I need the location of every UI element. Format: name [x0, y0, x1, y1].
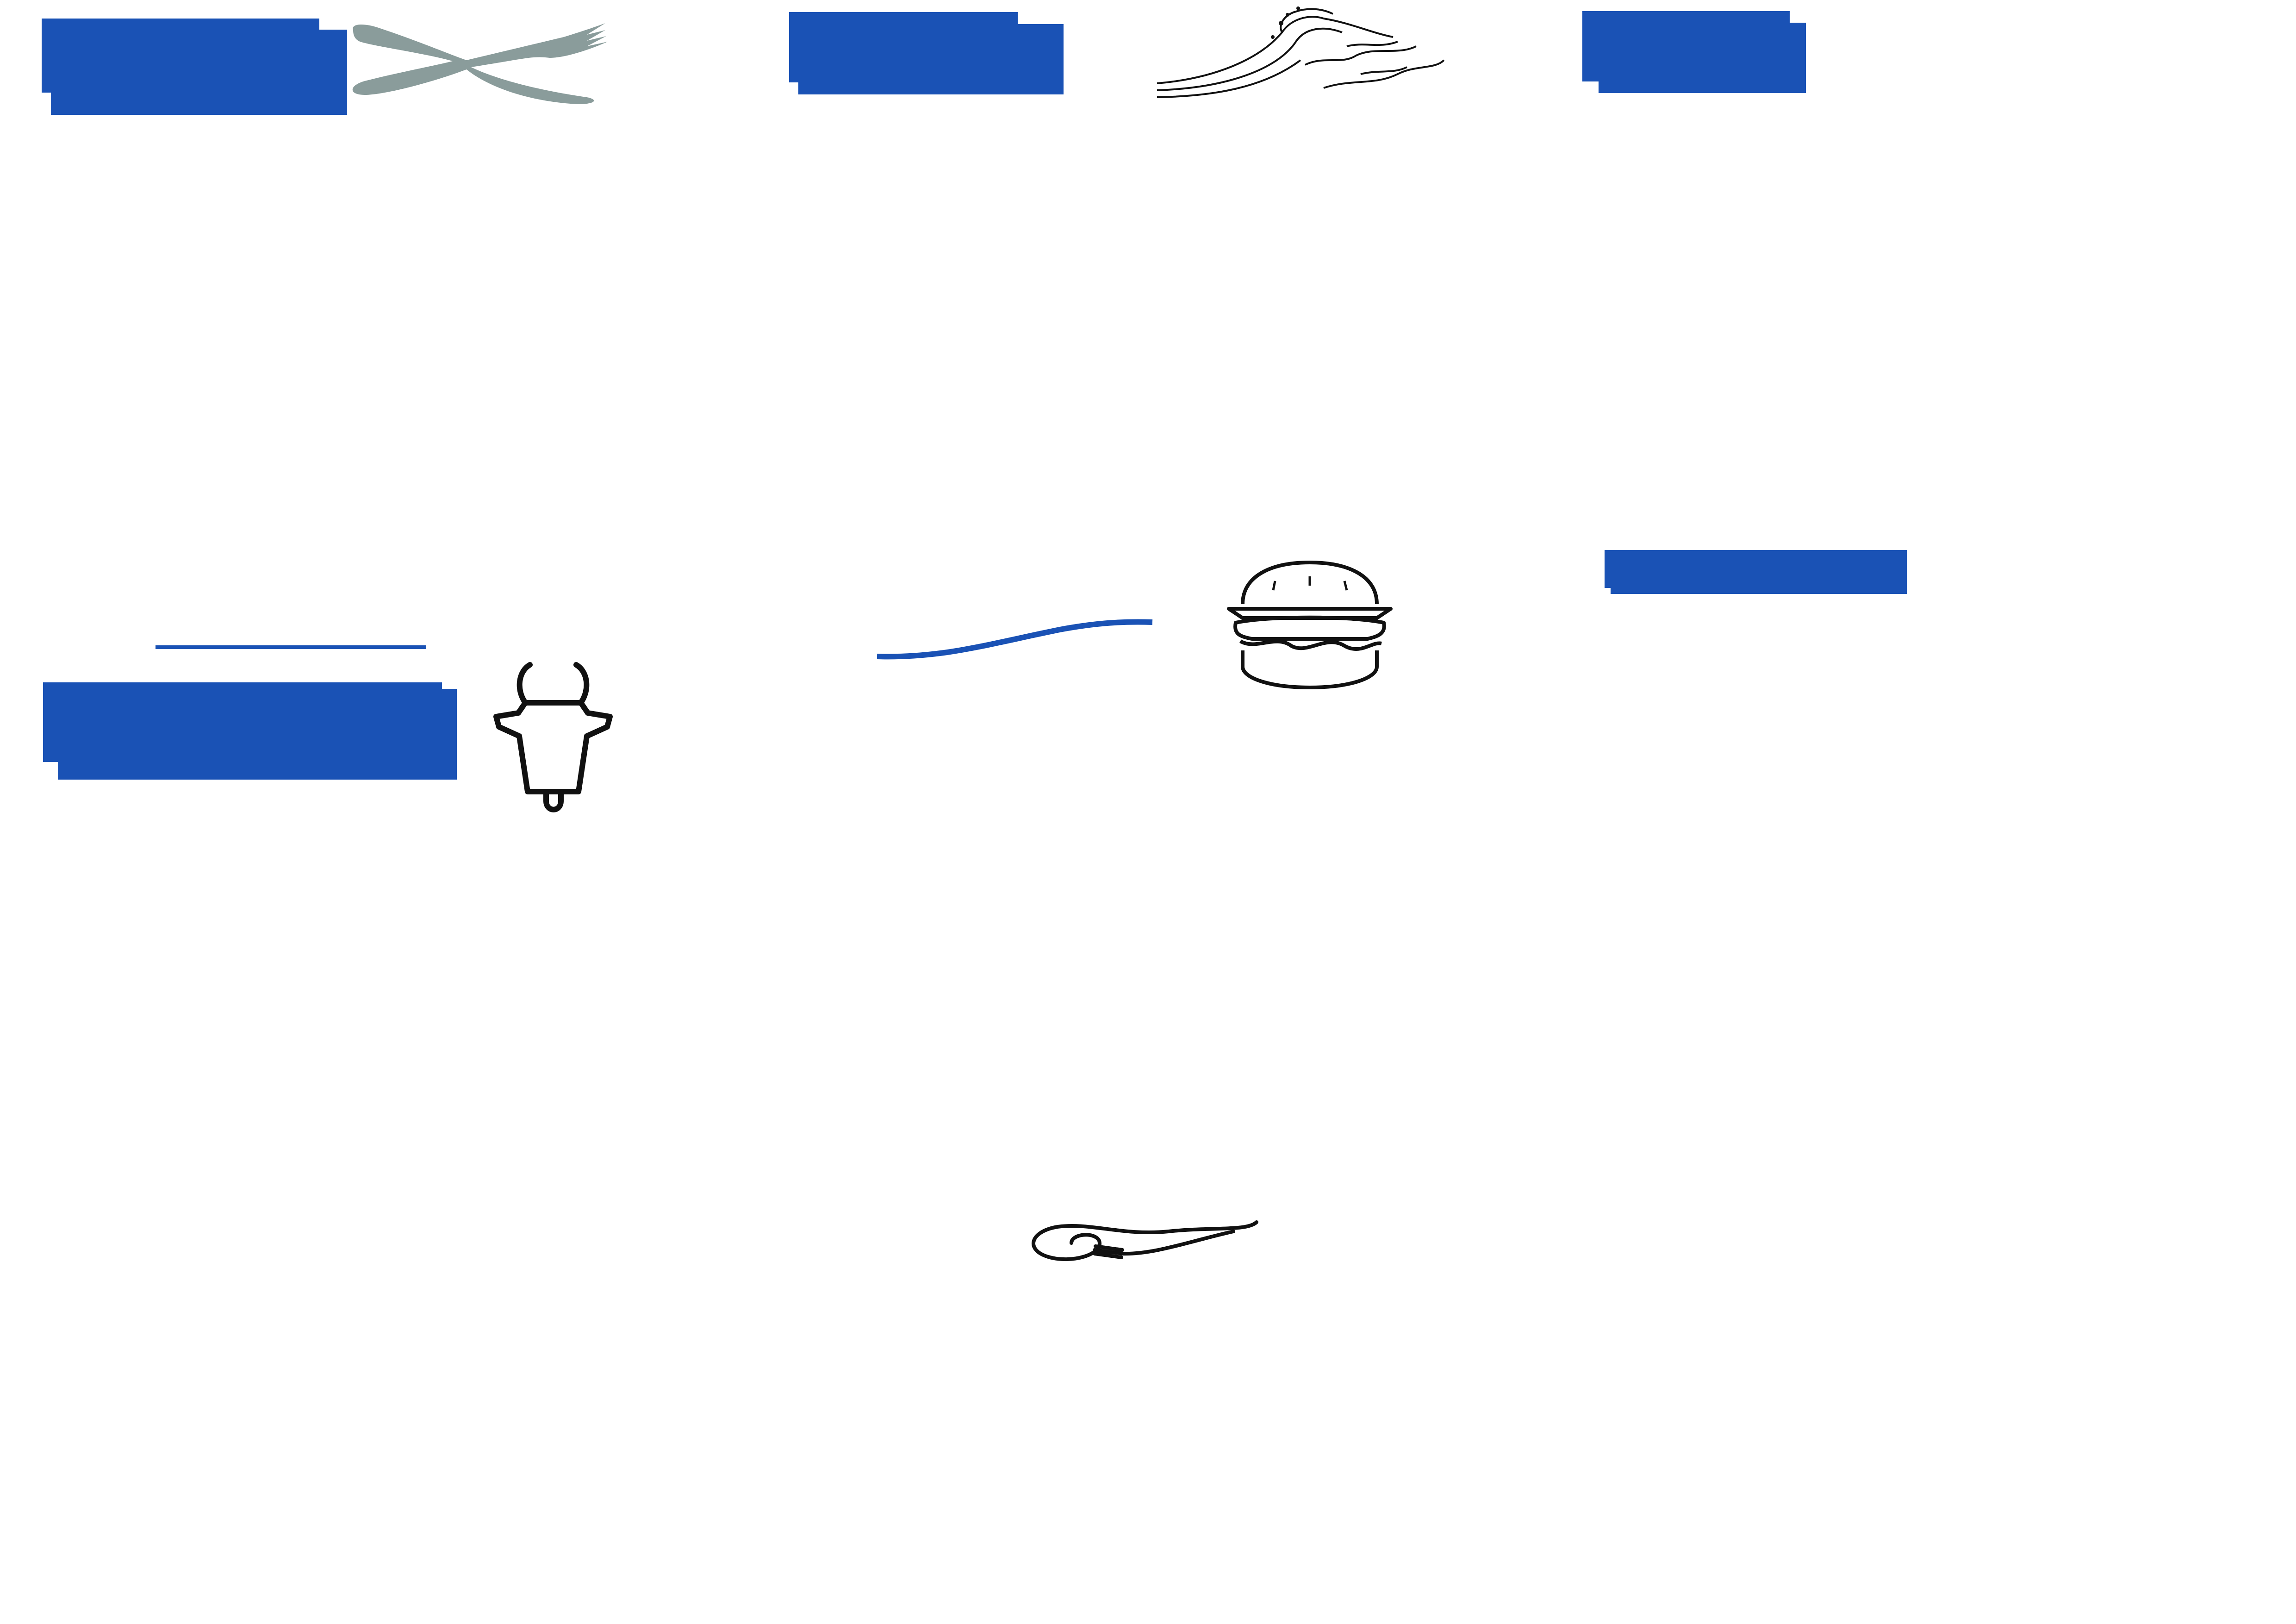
- cow-head-icon: [486, 662, 625, 810]
- pasta-fork-icon: [1016, 1213, 1266, 1264]
- burgers-swoosh: [875, 616, 1152, 662]
- burgers-logo: [875, 551, 1152, 662]
- knife-fork-icon: [346, 9, 605, 97]
- oysters-underline: [156, 645, 426, 649]
- burger-icon: [1215, 558, 1405, 692]
- wave-icon: [1157, 5, 1444, 97]
- pasta-logo: [1016, 1157, 1266, 1264]
